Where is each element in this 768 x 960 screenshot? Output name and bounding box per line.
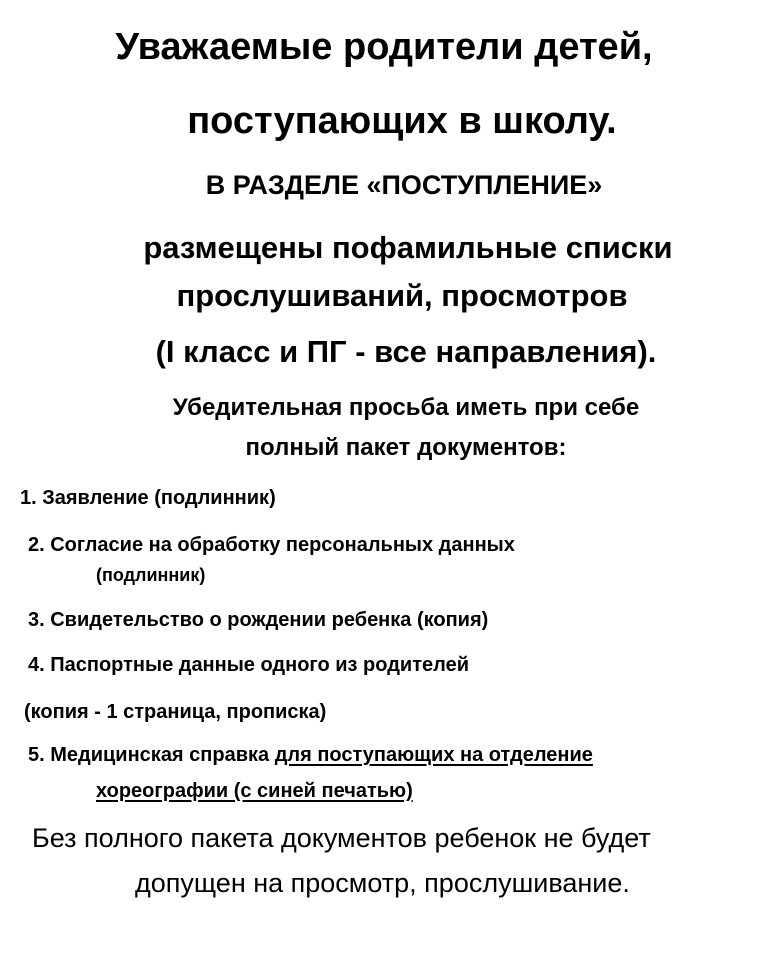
intro-line-2: прослушиваний, просмотров — [176, 278, 628, 313]
request-line-2: полный пакет документов: — [245, 434, 567, 461]
section-title: В РАЗДЕЛЕ «ПОСТУПЛЕНИЕ» — [205, 170, 603, 200]
heading-line-1: Уважаемые родители детей, — [115, 26, 653, 68]
document-item-5-prefix: 5. Медицинская справка — [28, 744, 275, 766]
footer-note-line-1: Без полного пакета документов ребенок не будет — [32, 823, 651, 853]
heading-line-2: поступающих в школу. — [187, 100, 617, 142]
intro-line-1: размещены пофамильные списки — [143, 230, 673, 265]
request-line-1: Убедительная просьба иметь при себе — [172, 394, 640, 421]
document-item-5 — [28, 745, 593, 765]
document-item-4: 4. Паспортные данные одного из родителей — [28, 654, 469, 676]
intro-line-3: (I класс и ПГ - все направления). — [155, 334, 657, 369]
document-item-1: 1. Заявление (подлинник) — [20, 487, 276, 509]
document-item-5-continuation: хореографии (с синей печатью) — [96, 780, 413, 802]
document-item-5-underlined: для поступающих на отделение — [274, 744, 593, 766]
footer-note-line-2: допущен на просмотр, прослушивание. — [135, 868, 630, 898]
document-item-2: 2. Согласие на обработку персональных данных — [28, 534, 515, 556]
document-item-3: 3. Свидетельство о рождении ребенка (копия) — [28, 609, 489, 631]
document-item-2-note: (подлинник) — [96, 565, 206, 585]
document-item-4-note: (копия - 1 страница, прописка) — [24, 701, 327, 723]
